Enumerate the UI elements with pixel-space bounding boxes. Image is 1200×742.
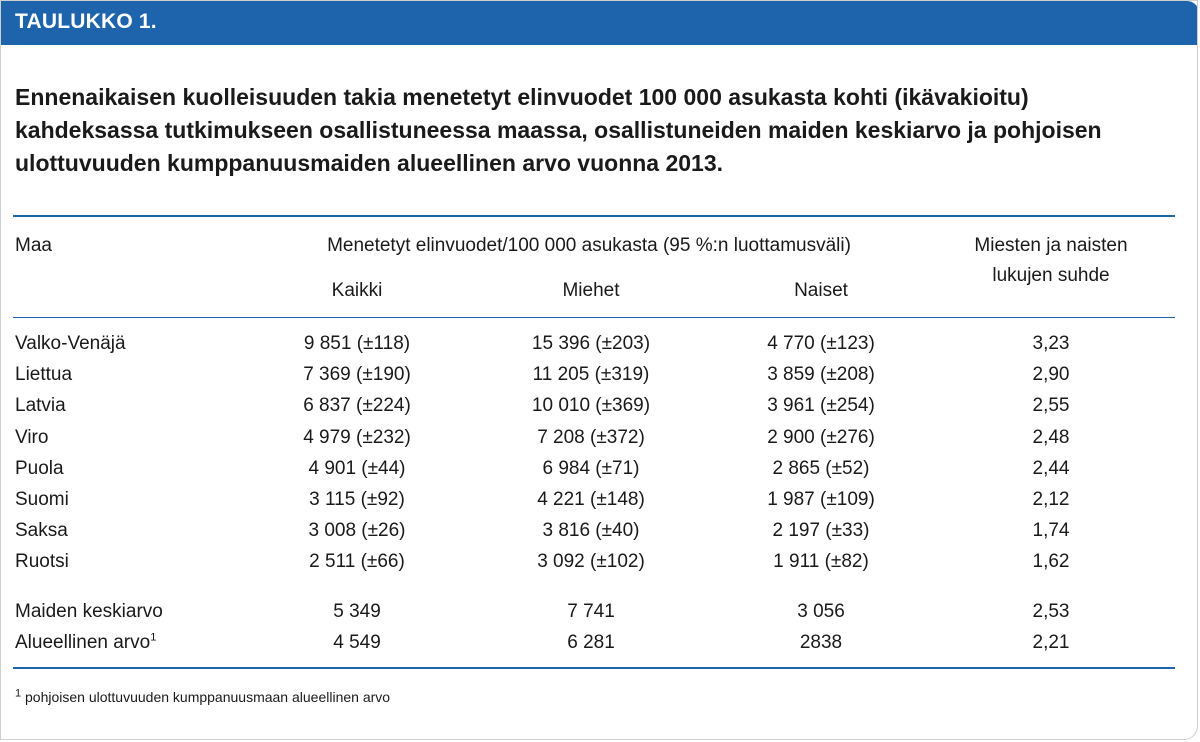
cell-men: [491, 332, 691, 356]
cell-men-text: 4 221 (±148): [537, 489, 645, 510]
cell-country: [15, 457, 64, 481]
cell-men-text: 10 010 (±369): [531, 395, 651, 417]
cell-country: [15, 631, 156, 655]
cell-women: [721, 457, 921, 481]
cell-men: [491, 457, 691, 481]
cell-women-text: 3 961 (±254): [767, 395, 875, 417]
cell-all: [257, 394, 457, 418]
table-header-bar: [1, 1, 1198, 45]
cell-women-text: 2838: [799, 632, 843, 653]
footnote: [15, 689, 390, 705]
cell-ratio-text: 1,62: [1032, 551, 1070, 573]
cell-all-text: 9 851 (±118): [303, 333, 411, 354]
cell-men: [491, 519, 691, 543]
cell-ratio-text: 2,55: [1032, 395, 1070, 417]
cell-all-text: 3 008 (±26): [308, 520, 406, 542]
cell-women: [721, 363, 921, 387]
cell-country-text: Viro: [15, 426, 49, 448]
cell-men: [491, 394, 691, 418]
cell-men: [491, 631, 691, 655]
column-header-lost-years: Menetetyt elinvuodet/100 000 asukasta (95 %:n luottamusväli): [327, 235, 851, 256]
cell-country: [15, 550, 69, 574]
cell-women: [721, 394, 921, 418]
cell-country-text: Latvia: [15, 395, 66, 417]
cell-ratio: [956, 519, 1146, 543]
cell-country: [15, 519, 68, 543]
header-rule: [13, 317, 1175, 318]
cell-men-text: 15 396 (±203): [531, 333, 651, 354]
cell-ratio: [956, 457, 1146, 481]
cell-women: [721, 488, 921, 512]
cell-ratio: [956, 600, 1146, 624]
cell-all: [257, 631, 457, 655]
cell-ratio-text: 2,48: [1032, 426, 1070, 448]
cell-ratio-text: 1,74: [1032, 520, 1070, 542]
cell-all: [257, 600, 457, 624]
cell-men-text: 3 092 (±102): [537, 551, 645, 573]
cell-all-text: 4 549: [333, 632, 381, 653]
bottom-rule: [13, 667, 1175, 669]
cell-all: [257, 363, 457, 387]
footnote-text: pohjoisen ulottuvuuden kumppanuusmaan alueellinen arvo: [21, 689, 391, 705]
cell-women: [721, 426, 921, 450]
cell-ratio-text: 3,23: [1032, 333, 1070, 354]
cell-men-text: 7 208 (±372): [537, 426, 645, 448]
column-header-all: Kaikki: [331, 280, 383, 301]
cell-all: [257, 488, 457, 512]
footnote-marker: 1: [15, 687, 22, 700]
cell-women-text: 3 056: [797, 601, 845, 622]
cell-all-text: 2 511 (±66): [309, 551, 405, 573]
cell-ratio-text: 2,12: [1032, 489, 1070, 510]
cell-country: [15, 600, 163, 624]
table-title-line: Ennenaikaisen kuolleisuuden takia menetetyt elinvuodet 100 000 asukasta kohti (ikävakioitu): [15, 84, 1029, 110]
column-header-ratio: [936, 231, 1166, 291]
cell-ratio-text: 2,90: [1032, 364, 1070, 386]
cell-ratio-text: 2,44: [1032, 457, 1070, 479]
cell-country: [15, 363, 72, 387]
cell-ratio: [956, 363, 1146, 387]
cell-women-text: 2 865 (±52): [772, 457, 870, 479]
cell-women: [721, 332, 921, 356]
cell-women-text: 2 197 (±33): [772, 520, 870, 542]
cell-all: [257, 550, 457, 574]
cell-women-text: 2 900 (±276): [767, 426, 875, 448]
cell-country-text: Puola: [15, 457, 64, 479]
cell-country-text: Valko-Venäjä: [15, 333, 126, 354]
cell-all-text: 5 349: [333, 601, 381, 622]
cell-men: [491, 488, 691, 512]
cell-ratio: [956, 332, 1146, 356]
cell-ratio: [956, 631, 1146, 655]
column-header-ratio-line: Miesten ja naisten: [974, 235, 1128, 256]
cell-men-text: 11 205 (±319): [532, 364, 650, 386]
cell-country-text: Saksa: [15, 520, 68, 542]
cell-women-text: 1 987 (±109): [767, 489, 875, 510]
cell-women: [721, 550, 921, 574]
cell-men: [491, 600, 691, 624]
column-header-men: Miehet: [562, 280, 620, 301]
cell-all: [257, 457, 457, 481]
cell-country-text: Alueellinen arvo: [15, 632, 151, 653]
table-title: [15, 81, 1165, 180]
cell-ratio-text: 2,53: [1032, 601, 1070, 622]
table-title-line: ulottuvuuden kumppanuusmaiden alueellinen arvo vuonna 2013.: [15, 150, 724, 176]
cell-ratio: [956, 550, 1146, 574]
cell-ratio: [956, 426, 1146, 450]
cell-men: [491, 426, 691, 450]
footnote-ref-marker: 1: [150, 631, 157, 644]
cell-all: [257, 332, 457, 356]
column-header-country: Maa: [15, 235, 52, 256]
cell-men-text: 6 281: [567, 632, 615, 653]
cell-all-text: 6 837 (±224): [303, 395, 411, 417]
cell-women-text: 1 911 (±82): [773, 551, 869, 573]
column-header-ratio-line: lukujen suhde: [992, 265, 1110, 286]
cell-men-text: 7 741: [567, 601, 615, 622]
cell-country: [15, 488, 69, 512]
cell-all-text: 3 115 (±92): [309, 489, 405, 510]
cell-country: [15, 394, 66, 418]
table-label: TAULUKKO 1.: [15, 10, 157, 33]
top-rule: [13, 215, 1175, 217]
cell-country: [15, 332, 126, 356]
cell-men: [491, 363, 691, 387]
cell-ratio-text: 2,21: [1032, 632, 1070, 653]
cell-ratio: [956, 488, 1146, 512]
cell-ratio: [956, 394, 1146, 418]
cell-all-text: 4 901 (±44): [308, 457, 406, 479]
cell-all: [257, 426, 457, 450]
cell-men-text: 3 816 (±40): [542, 520, 640, 542]
cell-all: [257, 519, 457, 543]
cell-all-text: 7 369 (±190): [303, 364, 411, 386]
cell-country-text: Liettua: [15, 364, 73, 386]
cell-women-text: 3 859 (±208): [767, 364, 875, 386]
cell-all-text: 4 979 (±232): [303, 426, 411, 448]
cell-country-text: Suomi: [15, 489, 69, 510]
column-header-women: Naiset: [794, 280, 848, 301]
cell-women: [721, 631, 921, 655]
cell-men: [491, 550, 691, 574]
cell-men-text: 6 984 (±71): [542, 457, 640, 479]
cell-country: [15, 426, 48, 450]
cell-women: [721, 600, 921, 624]
cell-women: [721, 519, 921, 543]
table-title-line: kahdeksassa tutkimukseen osallistuneessa maassa, osallistuneiden maiden keskiarvo ja pohjoisen: [15, 117, 1102, 143]
cell-women-text: 4 770 (±123): [767, 333, 875, 354]
cell-country-text: Maiden keskiarvo: [15, 601, 163, 622]
cell-country-text: Ruotsi: [15, 551, 69, 573]
